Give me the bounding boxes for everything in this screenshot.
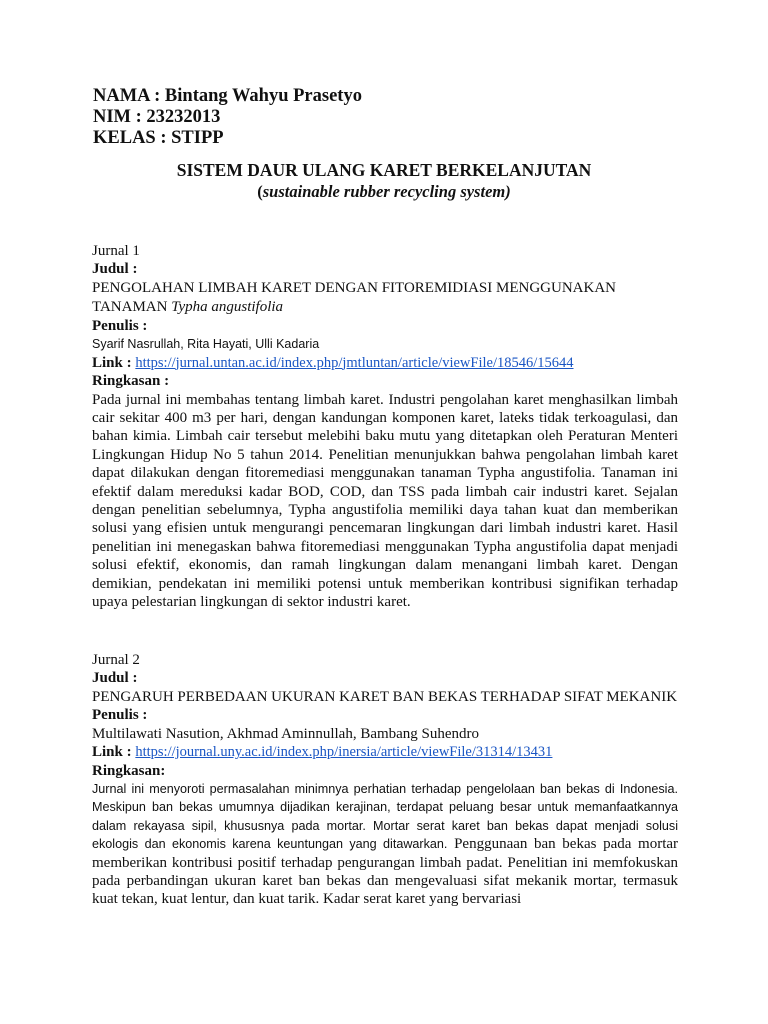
jurnal-2-ringkasan xyxy=(92,780,678,909)
jurnal-2-penulis-label: Penulis : xyxy=(92,707,148,723)
jurnal-2-ringkasan-serif: Penggunaan ban bekas pada mortar memberikan kontribusi positif terhadap pengurangan limbah padat. Penelitian ini memfokuskan pada perbandingan ukuran karet ban bekas dan mengevaluasi sifat mekanik mortar, termasuk kuat tekan, kuat lentur, dan kuat tarik. Kadar serat karet yang bervariasi xyxy=(92,836,679,908)
document-subtitle xyxy=(0,182,768,202)
jurnal-2-link[interactable]: https://journal.uny.ac.id/index.php/inersia/article/viewFile/31314/13431 xyxy=(135,744,553,760)
jurnal-1-judul xyxy=(92,279,678,317)
student-class: KELAS : STIPP xyxy=(93,128,224,148)
jurnal-1-penulis: Syarif Nasrullah, Rita Hayati, Ulli Kadaria xyxy=(92,337,320,351)
document-title: SISTEM DAUR ULANG KARET BERKELANJUTAN xyxy=(176,160,592,180)
jurnal-2-link-label: Link : xyxy=(92,744,136,760)
jurnal-2-label: Jurnal 2 xyxy=(92,652,140,668)
student-info xyxy=(93,86,362,149)
jurnal-1-ringkasan: Pada jurnal ini membahas tentang limbah karet. Industri pengolahan karet menghasilkan limbah cair sekitar 400 m3 per hari, dengan kandungan komponen karet, lateks tidak terkoagulasi, dan bahan kimia. Limbah cair tersebut melebihi baku mutu yang ditetapkan oleh Peraturan Menteri Lingkungan Hidup No 5 tahun 2014. Penelitian menunjukkan bahwa pengolahan limbah karet dapat dilakukan dengan fitoremediasi menggunakan tanaman Typha angustifolia. Tanaman ini efektif dalam mereduksi kadar BOD, COD, dan TSS pada limbah cair industri karet. Sejalan dengan penelitian sebelumnya, Typha angustifolia memiliki daya tahan kuat dan memberikan solusi yang efisien untuk mengurangi pencemaran lingkungan dari limbah industri karet. Hasil penelitian ini menegaskan bahwa fitoremediasi menggunakan Typha angustifolia dapat menjadi solusi efektif, ekonomis, dan ramah lingkungan dalam menangani limbah karet. Dengan demikian, pendekatan ini memiliki potensi untuk memberikan kontribusi signifikan terhadap upaya pelestarian lingkungan di sektor industri karet. xyxy=(92,391,678,610)
jurnal-2-judul-label: Judul : xyxy=(92,670,138,686)
jurnal-1-link[interactable]: https://jurnal.untan.ac.id/index.php/jmtluntan/article/viewFile/18546/15644 xyxy=(135,354,574,371)
jurnal-1-section xyxy=(92,242,678,611)
jurnal-1-link-row xyxy=(92,354,678,373)
jurnal-2-ringkasan-label: Ringkasan: xyxy=(92,762,166,779)
student-name: NAMA : Bintang Wahyu Prasetyo xyxy=(93,86,362,106)
jurnal-1-judul-species: Typha angustifolia xyxy=(171,298,284,315)
subtitle-open-paren: ( xyxy=(257,182,263,201)
jurnal-1-link-label: Link : xyxy=(92,354,136,371)
jurnal-1-ringkasan-label: Ringkasan : xyxy=(92,373,170,389)
jurnal-1-judul-label: Judul : xyxy=(92,261,138,277)
jurnal-1-label: Jurnal 1 xyxy=(92,243,140,259)
jurnal-2-ringkasan-sans: Jurnal ini menyoroti permasalahan minimnya perhatian terhadap pengelolaan ban bekas di Indonesia. Meskipun ban bekas umumnya dijadikan kerajinan, terdapat peluang besar untuk memanfaatkannya dalam rekayasa sipil, khususnya pada mortar. Mortar serat karet ban bekas dapat menjadi solusi ekologis dan ekonomis karena keuntungan yang ditawarkan. xyxy=(92,782,678,852)
jurnal-1-penulis-label: Penulis : xyxy=(92,317,148,334)
jurnal-2-judul: PENGARUH PERBEDAAN UKURAN KARET BAN BEKAS TERHADAP SIFAT MEKANIK xyxy=(92,688,678,705)
subtitle-italic: sustainable rubber recycling system) xyxy=(262,182,511,201)
student-nim: NIM : 23232013 xyxy=(93,107,221,127)
jurnal-2-section xyxy=(92,651,678,909)
jurnal-2-link-row xyxy=(92,743,678,762)
jurnal-1-judul-text: PENGOLAHAN LIMBAH KARET DENGAN FITOREMIDIASI MENGGUNAKAN TANAMAN xyxy=(92,279,617,315)
jurnal-2-penulis: Multilawati Nasution, Akhmad Aminnullah, Bambang Suhendro xyxy=(92,725,480,742)
